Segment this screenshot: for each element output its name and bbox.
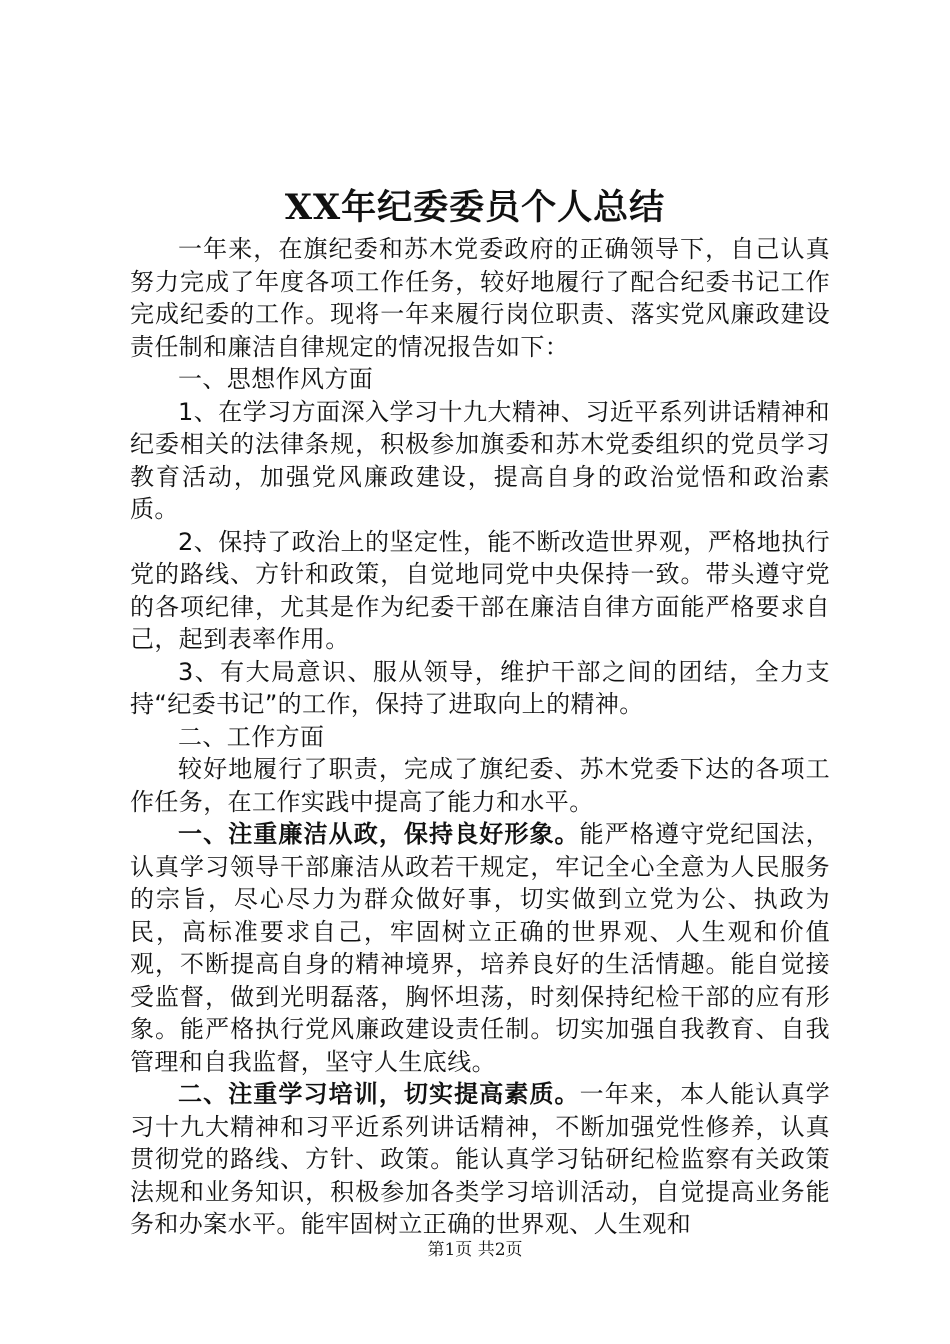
point2-paragraph	[130, 1078, 830, 1241]
section1-heading: 一、思想作风方面	[178, 365, 374, 393]
section2-heading: 二、工作方面	[178, 722, 325, 751]
point1-text: 能严格遵守党纪国法，认真学习领导干部廉洁从政若干规定，牢记全心全意为人民服务的宗旨，尽心尽力为群众做好事，切实做到立党为公、执政为民，高标准要求自己，牢固树立正确的世界观、人生观和价值观，不断提高自身的精神境界，培养良好的生活情趣。能自觉接受监督，做到光明磊落，胸怀坦荡，时刻保持纪检干部的应有形象。能严格执行党风廉政建设责任制。切实加强自我教育、自我管理和自我监督，坚守人生底线。	[130, 820, 831, 1076]
page-footer: 第1页 共2页	[427, 1240, 523, 1260]
point1-lead: 一、注重廉洁从政，保持良好形象。	[178, 820, 580, 848]
document-title: XX年纪委委员个人总结	[284, 187, 666, 228]
point2-lead: 二、注重学习培训，切实提高素质。	[178, 1080, 580, 1108]
item2-part2: 带头遵守党的各项纪律，尤其是作为纪委干部在廉洁自律方面能严格要求自己，起到表率作用。	[130, 560, 831, 653]
item2-paragraph	[130, 526, 830, 656]
document-body	[130, 233, 830, 1241]
item3-paragraph: 3、有大局意识、服从领导，维护干部之间的团结，全力支持“纪委书记”的工作，保持了进取向上的精神。	[130, 657, 830, 718]
section2-intro: 较好地履行了职责，完成了旗纪委、苏木党委下达的各项工作任务，在工作实践中提高了能力和水平。	[130, 755, 830, 816]
point2-text: 一年来，本人能认真学习十九大精神和习平近系列讲话精神，不断加强党性修养，认真贯彻党的路线、方针、政策。能认真学习钻研纪检监察有关政策法规和业务知识，积极参加各类学习培训活动，自觉提高业务能务和办案水平。能牢固树立正确的世界观、人生观和	[130, 1080, 831, 1238]
item2-part1: 2、保持了政治上的坚定性，能不断改造世界观，严格地执行党的路线、方针和政策，自觉地同党中央保持一致。	[130, 527, 830, 588]
item1-paragraph: 1、在学习方面深入学习十九大精神、习近平系列讲话精神和纪委相关的法律条规，积极参加旗委和苏木党委组织的党员学习教育活动，加强党风廉政建设，提高自身的政治觉悟和政治素质。	[130, 397, 830, 523]
point1-paragraph	[130, 818, 830, 1078]
intro-paragraph: 一年来，在旗纪委和苏木党委政府的正确领导下，自己认真努力完成了年度各项工作任务，较好地履行了配合纪委书记工作完成纪委的工作。现将一年来履行岗位职责、落实党风廉政建设责任制和廉洁自律规定的情况报告如下：	[130, 235, 830, 361]
